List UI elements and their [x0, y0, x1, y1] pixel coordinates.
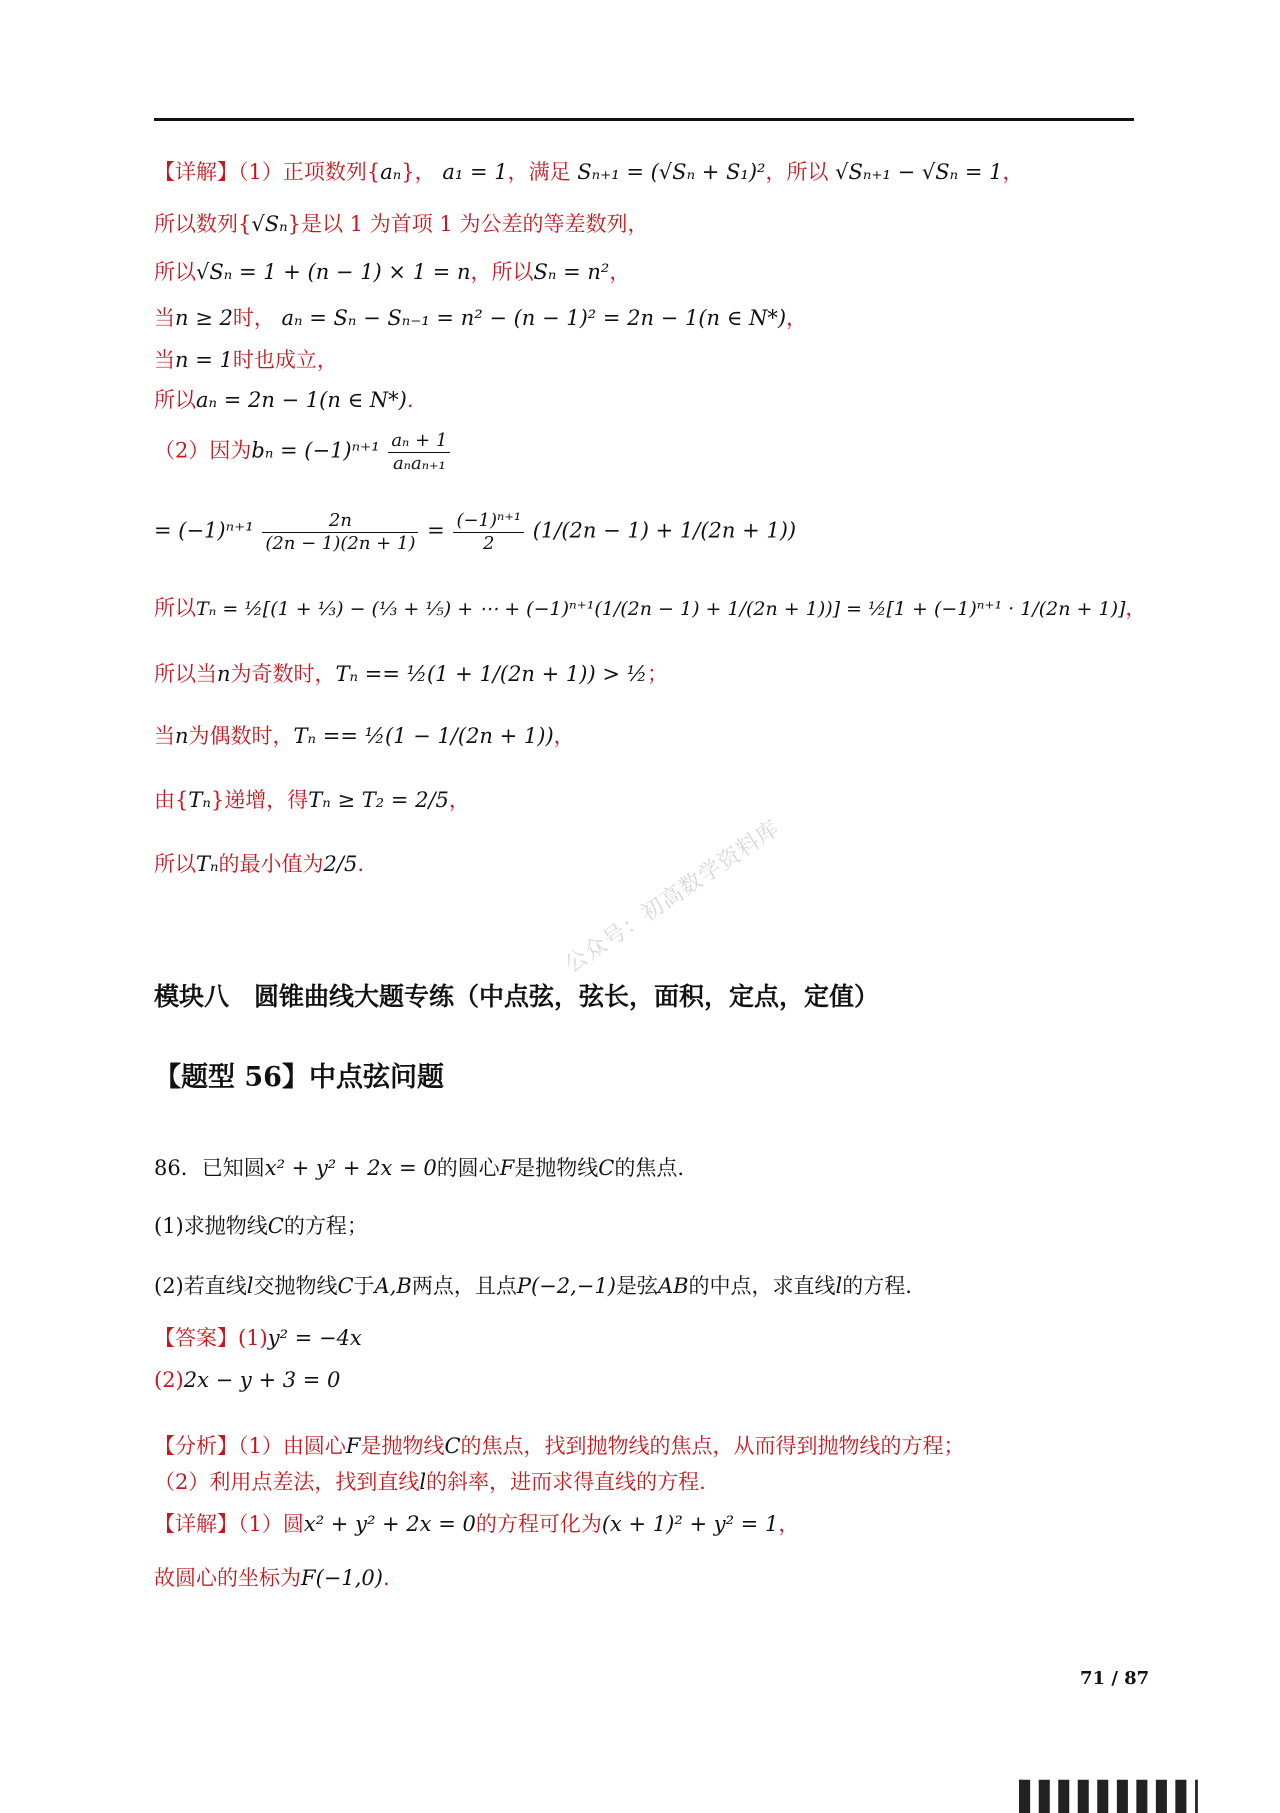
watermark: 公众号：初高数学资料库	[560, 816, 785, 979]
solution-line-6: 所以aₙ = 2n − 1(n ∈ N*).	[154, 388, 414, 412]
problem-part-1: (1)求抛物线C的方程；	[154, 1214, 368, 1238]
type-heading: 【题型 56】中点弦问题	[154, 1062, 444, 1093]
solution-line-10: 所以当n为奇数时，Tₙ == ½(1 + 1/(2n + 1)) > ½；	[154, 662, 668, 686]
page-number: 71 / 87	[1080, 1668, 1150, 1689]
detail-line-2: 故圆心的坐标为F(−1,0).	[154, 1566, 390, 1590]
analysis-line-2: （2）利用点差法，找到直线l的斜率，进而求得直线的方程.	[154, 1470, 706, 1494]
solution-line-8: = (−1)ⁿ⁺¹ $\frac{2n}{(2n - 1)(2n + 1)}$ = $\frac{\text{(−1)ⁿ⁺¹}}{2}$ (1/(2n − 1) + 1/(2n + 1))	[154, 510, 797, 554]
header-rule	[154, 118, 1134, 121]
solution-line-11: 当n为偶数时，Tₙ == ½(1 − 1/(2n + 1))，	[154, 724, 575, 748]
solution-line-7: （2）因为bₙ = (−1)ⁿ⁺¹ $\frac{\text{aₙ + 1}}{\text{aₙaₙ₊₁}}$	[154, 430, 452, 474]
solution-line-3: 所以√Sₙ = 1 + (n − 1) × 1 = n，所以Sₙ = n²，	[154, 260, 631, 284]
fraction: $\frac{\text{aₙ + 1}}{\text{aₙaₙ₊₁}}$	[388, 430, 450, 474]
module-title: 模块八 圆锥曲线大题专练（中点弦，弦长，面积，定点，定值）	[154, 982, 880, 1011]
analysis-line-1: 【分析】（1）由圆心F是抛物线C的焦点，找到抛物线的焦点，从而得到抛物线的方程；	[154, 1434, 965, 1458]
answer-tag: 【答案】	[154, 1326, 238, 1350]
detail-tag: 【详解】	[154, 1512, 238, 1536]
problem-statement: 86．已知圆x² + y² + 2x = 0的圆心F是抛物线C的焦点.	[154, 1156, 685, 1180]
solution-line-2: 所以数列{√Sₙ}是以 1 为首项 1 为公差的等差数列，	[154, 212, 649, 236]
analysis-tag: 【分析】	[154, 1434, 238, 1458]
solution-line-1: 【详解】（1）正项数列{aₙ}， a₁ = 1，满足 Sₙ₊₁ = (√Sₙ + S₁)²，所以 √Sₙ₊₁ − √Sₙ = 1，	[154, 160, 1024, 184]
answer-line-2: (2)2x − y + 3 = 0	[154, 1368, 341, 1392]
solution-line-9: 所以Tₙ = ½[(1 + ⅓) − (⅓ + ⅕) + ⋯ + (−1)ⁿ⁺¹(1/(2n − 1) + 1/(2n + 1))] = ½[1 + (−1)ⁿ⁺¹ · 1/(2n + 1)]，	[154, 596, 1147, 620]
solution-line-4: 当n ≥ 2时， aₙ = Sₙ − Sₙ₋₁ = n² − (n − 1)² = 2n − 1(n ∈ N*)，	[154, 306, 808, 330]
solution-line-12: 由{Tₙ}递增，得Tₙ ≥ T₂ = 2/5，	[154, 788, 470, 812]
problem-part-2: (2)若直线l交抛物线C于A,B两点，且点P(−2,−1)是弦AB的中点，求直线l的方程.	[154, 1274, 912, 1298]
detail-tag: 【详解】	[154, 160, 238, 184]
fraction: $\frac{\text{(−1)ⁿ⁺¹}}{2}$	[453, 510, 524, 554]
solution-line-13: 所以Tₙ的最小值为2/5.	[154, 852, 365, 876]
answer-line-1: 【答案】(1)y² = −4x	[154, 1326, 362, 1350]
detail-line-1: 【详解】（1）圆x² + y² + 2x = 0的方程可化为(x + 1)² + y² = 1，	[154, 1512, 800, 1536]
fraction: $\frac{2n}{(2n - 1)(2n + 1)}$	[262, 510, 418, 554]
bottom-bar-decoration: ▕▌▌▌▌▌▌▌▌▌▏	[1000, 1780, 1215, 1813]
solution-line-5: 当n = 1时也成立，	[154, 348, 338, 372]
